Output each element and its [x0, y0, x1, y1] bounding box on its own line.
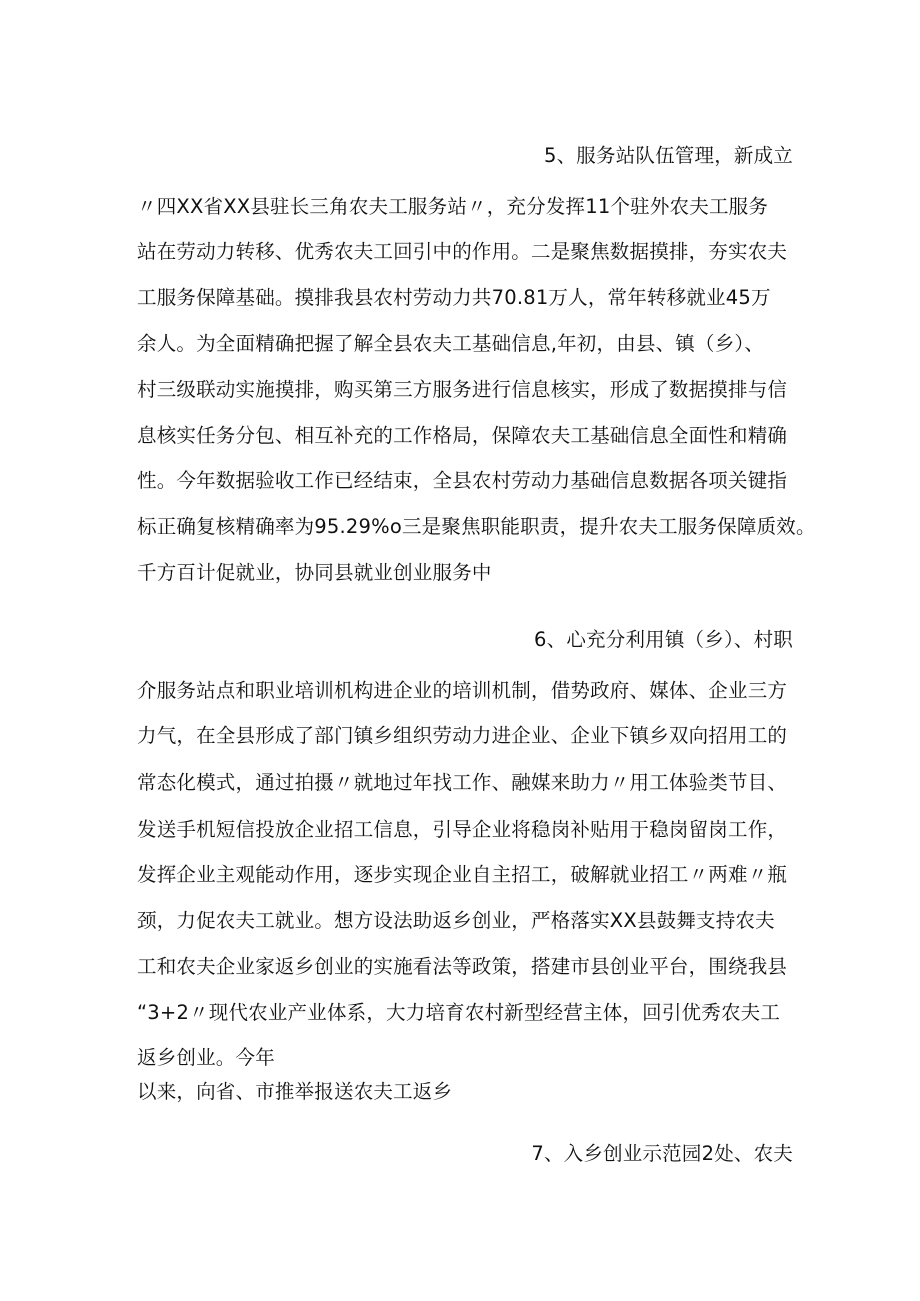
paragraph-line: 千方百计促就业，协同县就业创业服务中 [137, 561, 492, 584]
paragraph-line: 介服务站点和职业培训机构进企业的培训机制，借势政府、媒体、企业三方 [137, 679, 788, 702]
paragraph-line: 常态化模式，通过拍摄〃就地过年找工作、融媒来助力〃用工体验类节目、 [137, 771, 788, 794]
paragraph-line: 余人。为全面精确把握了解全县农夫工基础信息,年初，由县、镇（乡）、 [137, 332, 765, 355]
paragraph-line: 7、入乡创业示范园2处、农夫 [531, 1142, 793, 1165]
paragraph-line: 性。今年数据验收工作已经结束，全县农村劳动力基础信息数据各项关键指 [137, 469, 788, 492]
paragraph-line: 村三级联动实施摸排，购买第三方服务进行信息核实，形成了数据摸排与信 [137, 378, 788, 401]
paragraph-line: 站在劳动力转移、优秀农夫工回引中的作用。二是聚焦数据摸排，夯实农夫 [137, 240, 788, 263]
paragraph-line: 标正确复核精确率为95.29%o三是聚焦职能职责，提升农夫工服务保障质效。 [137, 515, 816, 538]
paragraph-line: 返乡创业。今年 [137, 1046, 275, 1069]
paragraph-line: 力气，在全县形成了部门镇乡组织劳动力进企业、企业下镇乡双向招用工的 [137, 724, 788, 747]
paragraph-line: 〃四XX省XX县驻长三角农夫工服务站〃，充分发挥11个驻外农夫工服务 [137, 195, 769, 218]
paragraph-line: 发送手机短信投放企业招工信息，引导企业将稳岗补贴用于稳岗留岗工作， [137, 818, 788, 841]
paragraph-line: 以来，向省、市推举报送农夫工返乡 [137, 1080, 453, 1103]
paragraph-line: 颈，力促农夫工就业。想方设法助返乡创业，严格落实XX县鼓舞支持农夫 [137, 909, 775, 932]
paragraph-line: 工服务保障基础。摸排我县农村劳动力共70.81万人，常年转移就业45万 [137, 286, 771, 309]
paragraph-line: 6、心充分利用镇（乡）、村职 [534, 628, 793, 651]
paragraph-line: “3+2〃现代农业产业体系，大力培育农村新型经营主体，回引优秀农夫工 [137, 1001, 781, 1024]
paragraph-line: 工和农夫企业家返乡创业的实施看法等政策，搭建市县创业平台，围绕我县 [137, 955, 788, 978]
paragraph-line: 息核实任务分包、相互补充的工作格局，保障农夫工基础信息全面性和精确 [137, 424, 788, 447]
paragraph-line: 5、服务站队伍管理，新成立 [543, 144, 793, 167]
paragraph-line: 发挥企业主观能动作用，逐步实现企业自主招工，破解就业招工〃两难〃瓶 [137, 863, 788, 886]
